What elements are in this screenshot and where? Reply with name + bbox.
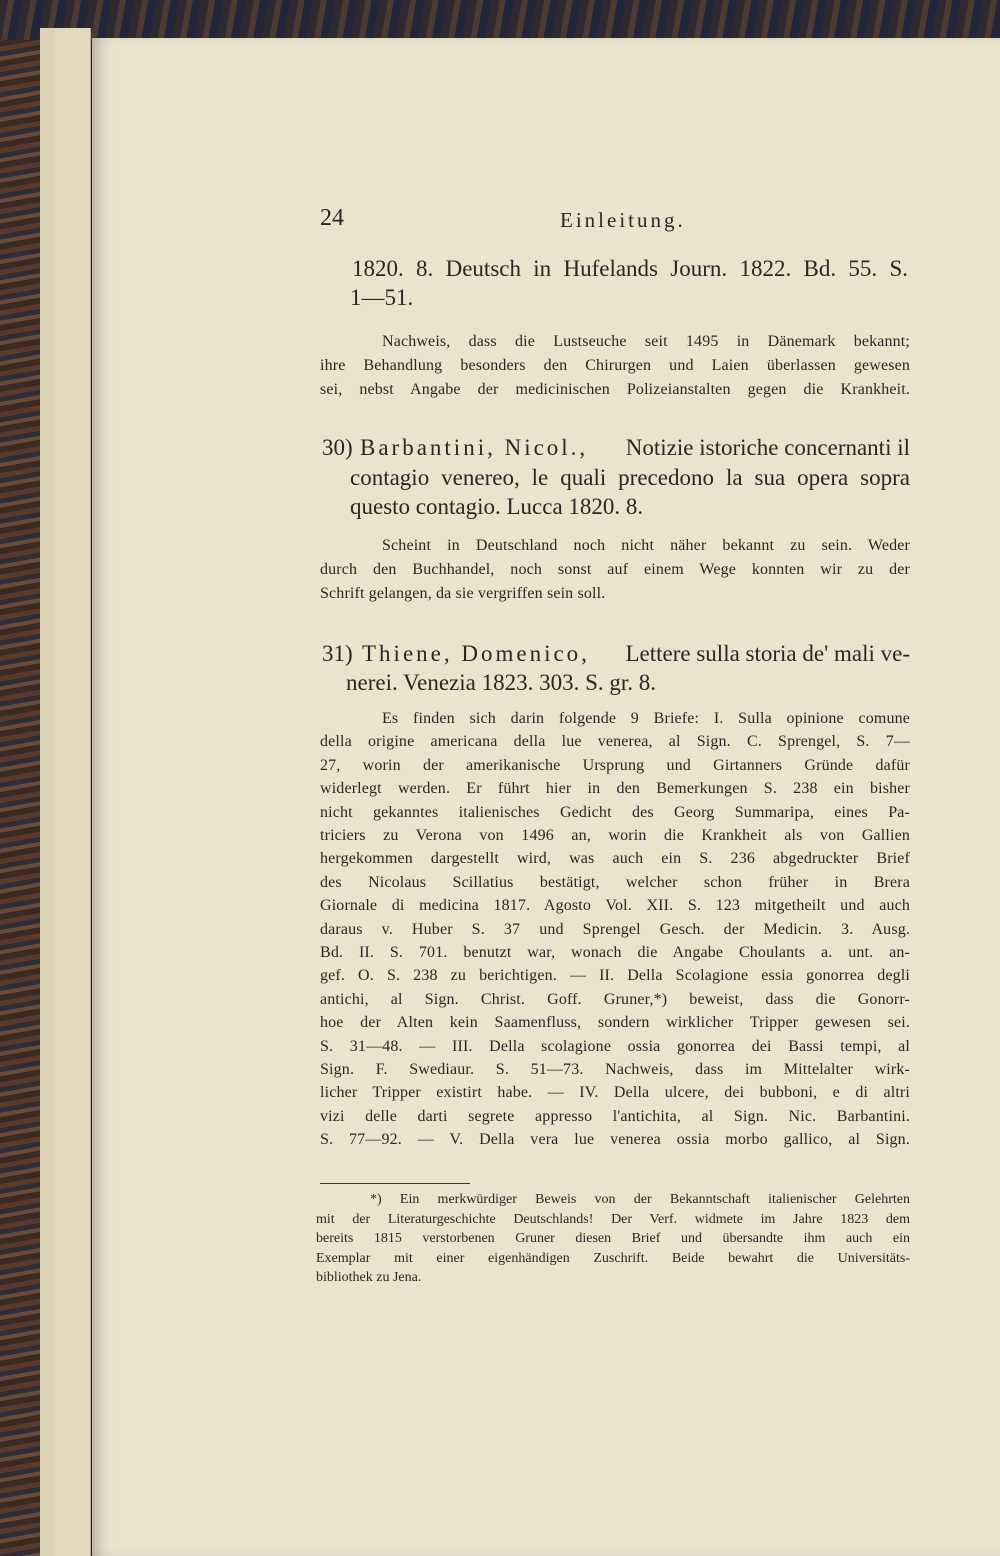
entry30-note-line: durch den Buchhandel, noch sonst auf einem Wege konnten wir zu der (320, 561, 910, 578)
entry31-note-line: S. 31—48. — III. Della scolagione ossia gonorrea dei Bassi tempi, al (320, 1037, 910, 1055)
entry31-note-line: Giornale di medicina 1817. Agosto Vol. XII. S. 123 mitgetheilt und auch (320, 897, 910, 915)
footnote-line: *) Ein merkwürdiger Beweis von der Bekanntschaft italienischer Gelehrten (370, 1192, 910, 1207)
entry31-note-line: des Nicolaus Scillatius bestätigt, welcher schon früher in Brera (320, 873, 910, 891)
entry31-note-line: triciers zu Verona von 1496 an, worin die Krankheit als von Gallien (320, 827, 910, 844)
entry30-author: Barbantini, Nicol., (360, 435, 589, 460)
entry29-line2: 1—51. (350, 285, 414, 310)
entry31-note-line: daraus v. Huber S. 37 und Sprengel Gesch. der Medicin. 3. Ausg. (320, 920, 910, 938)
entry30-number: 30) (322, 435, 353, 460)
footnote-rule (320, 1183, 470, 1184)
entry31-note-line: hergekommen dargestellt wird, was auch ein S. 236 abgedruckter Brief (320, 850, 910, 868)
entry31-number: 31) (322, 641, 353, 666)
entry31-note-line: della origine americana della lue venerea, al Sign. C. Sprengel, S. 7— (320, 733, 910, 751)
entry31-title: Lettere sulla storia de' mali ve- (625, 641, 910, 666)
entry29-line1: 1820. 8. Deutsch in Hufelands Journ. 1822. Bd. 55. S. (352, 256, 908, 281)
footnote-line: mit der Literaturgeschichte Deutschlands! Der Verf. widmete im Jahre 1823 dem (316, 1211, 910, 1227)
entry31-note-line: Sign. F. Swediaur. S. 51—73. Nachweis, dass im Mittelalter wirk- (320, 1061, 910, 1078)
entry29-note-line: sei, nebst Angabe der medicinischen Polizeianstalten gegen die Krankheit. (320, 381, 910, 398)
entry31-note-line: S. 77—92. — V. Della vera lue venerea ossia morbo gallico, al Sign. (320, 1131, 910, 1149)
marbled-top-edge (0, 0, 1000, 40)
entry31-note-line: 27, worin der amerikanische Ursprung und Girtanners Gründe dafür (320, 756, 910, 774)
entry31-note-line: Es finden sich darin folgende 9 Briefe: I. Sulla opinione comune (382, 710, 910, 727)
entry30-line: contagio venereo, le quali precedono la sua opera sopra (350, 465, 910, 490)
entry31-note-line: gef. O. S. 238 zu berichtigen. — II. Della Scolagione essia gonorrea degli (320, 967, 910, 985)
entry31-note-line: Bd. II. S. 701. benutzt war, wonach die Angabe Choulants a. unt. an- (320, 944, 910, 961)
entry31-line2: nerei. Venezia 1823. 303. S. gr. 8. (346, 670, 657, 695)
entry29-note-line: Nachweis, dass die Lustseuche seit 1495 in Dänemark bekannt; (382, 333, 910, 350)
footnote-line: Exemplar mit einer eigenhändigen Zuschrift. Beide bewahrt die Universitäts- (316, 1250, 910, 1266)
entry30-title: Notizie istoriche concernanti il (625, 435, 910, 460)
footnote-line: bibliothek zu Jena. (316, 1270, 422, 1285)
entry31-note-line: widerlegt werden. Er führt hier in den Bemerkungen S. 238 ein bisher (320, 780, 910, 798)
entry30-note-line: Schrift gelangen, da sie vergriffen sein soll. (320, 585, 606, 602)
entry30-line: questo contagio. Lucca 1820. 8. (350, 494, 644, 519)
entry31-note-line: nicht gekanntes italienisches Gedicht des Georg Summaripa, eines Pa- (320, 803, 910, 821)
page-number: 24 (320, 205, 344, 231)
footnote-line: bereits 1815 verstorbenen Gruner diesen Brief und übersandte ihm auch ein (316, 1231, 910, 1246)
entry31-author: Thiene, Domenico, (362, 641, 590, 666)
entry31-note-line: antichi, al Sign. Christ. Goff. Gruner,*) beweist, dass die Gonorr- (320, 990, 910, 1008)
entry29-note-line: ihre Behandlung besonders den Chirurgen und Laien überlassen gewesen (320, 357, 910, 374)
entry30-note-line: Scheint in Deutschland noch nicht näher bekannt zu sein. Weder (382, 537, 910, 554)
running-title: Einleitung. (560, 208, 686, 232)
entry31-note-line: vizi delle darti segrete appresso l'antichita, al Sign. Nic. Barbantini. (320, 1107, 910, 1125)
page-edges-inner (55, 28, 91, 1556)
entry31-note-line: hoe der Alten kein Saamenfluss, sondern wirklicher Tripper gewesen sei. (320, 1014, 910, 1032)
entry31-note-line: licher Tripper existirt habe. — IV. Della ulcere, dei bubboni, e di altri (320, 1084, 910, 1102)
